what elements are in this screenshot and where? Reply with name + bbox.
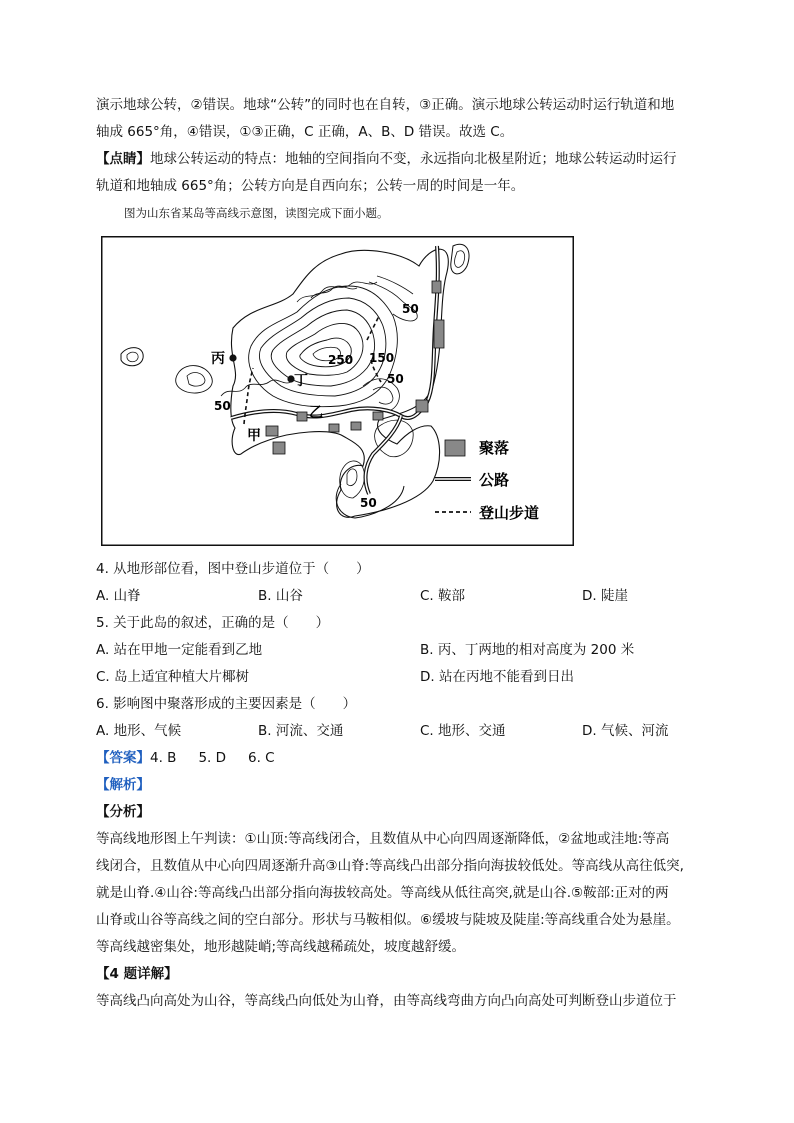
label-yi: 乙	[309, 405, 323, 421]
contour-map	[101, 236, 574, 546]
q6-option-b: B. 河流、交通	[258, 723, 344, 739]
q5-option-d: D. 站在丙地不能看到日出	[420, 669, 574, 685]
settlement	[434, 320, 444, 348]
settlement	[351, 422, 361, 430]
label-contour-250: 250	[328, 353, 354, 367]
q5-option-b: B. 丙、丁两地的相对高度为 200 米	[420, 642, 635, 658]
fenxi-line-3: 就是山脊.④山谷:等高线凸出部分指向海拔较高处。等高线从低往高突,就是山谷.⑤鞍部:正对的两	[96, 885, 669, 901]
label-contour-50-e: 50	[387, 372, 404, 386]
fenxi-line-1: 等高线地形图上午判读：①山顶:等高线闭合，且数值从中心向四周逐渐降低，②盆地或洼地:等高	[96, 831, 670, 847]
paragraph-line-4: 轨道和地轴成 665°角；公转方向是自西向东；公转一周的时间是一年。	[96, 178, 525, 194]
legend-settlement-label: 聚落	[479, 439, 510, 457]
dianjing-tag: 【点睛】	[96, 151, 150, 167]
label-jia: 甲	[247, 428, 261, 444]
q4-option-a: A. 山脊	[96, 588, 141, 604]
label-contour-50-w: 50	[214, 399, 231, 413]
legend-trail-label: 登山步道	[479, 504, 540, 522]
settlement	[297, 412, 307, 421]
legend-road-label: 公路	[479, 471, 510, 489]
settlement	[266, 426, 278, 436]
point-bing	[229, 354, 236, 361]
answer-tag: 【答案】	[96, 750, 150, 766]
settlement	[432, 281, 441, 293]
q4-option-b: B. 山谷	[258, 588, 303, 604]
q6-option-c: C. 地形、交通	[420, 723, 506, 739]
settlement	[416, 400, 428, 412]
label-contour-50-ne: 50	[402, 302, 419, 316]
question-6-stem: 6. 影响图中聚落形成的主要因素是（ ）	[96, 696, 357, 712]
answer-line	[96, 748, 275, 768]
question-4-stem: 4. 从地形部位看，图中登山步道位于（ ）	[96, 561, 370, 577]
fenxi-tag: 【分析】	[96, 804, 150, 820]
paragraph-line-1: 演示地球公转，②错误。地球“公转”的同时也在自转，③正确。演示地球公转运动时运行轨道和地	[96, 97, 675, 113]
question-5-stem: 5. 关于此岛的叙述，正确的是（ ）	[96, 615, 330, 631]
q6-option-a: A. 地形、气候	[96, 723, 182, 739]
fenxi-line-2: 线闭合，且数值从中心向四周逐渐升高③山脊:等高线凸出部分指向海拔较低处。等高线从高往低突,	[96, 858, 684, 874]
label-ding: 丁	[294, 373, 308, 389]
label-contour-50-s: 50	[360, 496, 377, 510]
paragraph-line-2: 轴成 665°角，④错误，①③正确，C 正确，A、B、D 错误。故选 C。	[96, 124, 514, 140]
paragraph-line-3	[96, 149, 677, 169]
answer-6: 6. C	[248, 750, 275, 766]
legend-settlement-swatch	[445, 440, 465, 456]
answer-4: 4. B	[150, 750, 177, 766]
detail-tag: 【4 题详解】	[96, 966, 178, 982]
settlement	[273, 442, 285, 454]
q5-option-a: A. 站在甲地一定能看到乙地	[96, 642, 263, 658]
q5-option-c: C. 岛上适宜种植大片椰树	[96, 669, 250, 685]
figure-caption: 图为山东省某岛等高线示意图，读图完成下面小题。	[124, 206, 389, 220]
label-bing: 丙	[211, 351, 225, 367]
settlement	[329, 424, 339, 432]
detail-line-1: 等高线凸向高处为山谷，等高线凸向低处为山脊，由等高线弯曲方向凸向高处可判断登山步道位于	[96, 993, 677, 1009]
label-contour-150: 150	[369, 351, 395, 365]
q6-option-d: D. 气候、河流	[582, 723, 669, 739]
fenxi-line-5: 等高线越密集处，地形越陡峭;等高线越稀疏处，坡度越舒缓。	[96, 939, 466, 955]
analysis-tag: 【解析】	[96, 777, 150, 793]
dianjing-text: 地球公转运动的特点：地轴的空间指向不变，永远指向北极星附近；地球公转运动时运行	[150, 151, 677, 167]
q4-option-d: D. 陡崖	[582, 588, 628, 604]
answer-5: 5. D	[198, 750, 227, 766]
fenxi-line-4: 山脊或山谷等高线之间的空白部分。形状与马鞍相似。⑥缓坡与陡坡及陡崖:等高线重合处为悬崖。	[96, 912, 680, 928]
settlement	[373, 412, 383, 420]
q4-option-c: C. 鞍部	[420, 588, 466, 604]
